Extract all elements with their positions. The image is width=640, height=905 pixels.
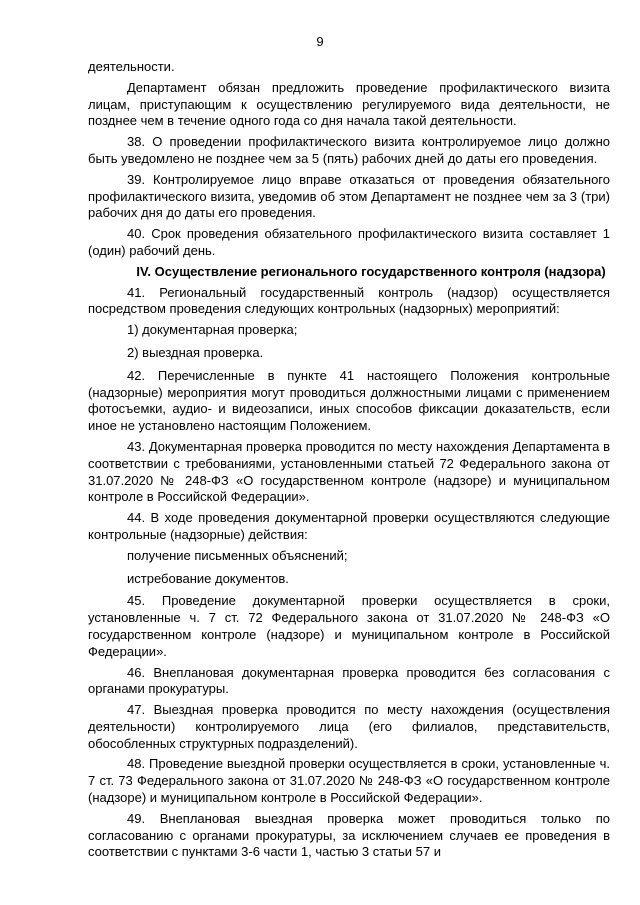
paragraph-continuation: деятельности.	[88, 59, 175, 74]
paragraph: Департамент обязан предложить проведение профилактического визита лицам, приступающим к осуществлению регулируемого вида деятельности, не позднее чем в течение одного года со дня начала такой деятельности.	[88, 79, 610, 129]
list-item: 1) документарная проверка;	[127, 322, 298, 338]
paragraph-44: 44. В ходе проведения документарной проверки осуществляются следующие контрольные (надзорные) действия:	[88, 510, 610, 542]
paragraph-40: 40. Срок проведения обязательного профилактического визита составляет 1 (один) рабочий день.	[88, 226, 610, 258]
paragraph-48: 48. Проведение выездной проверки осуществляется в сроки, установленные ч. 7 ст. 73 Федерального закона от 31.07.2020 № 248-ФЗ «О государственном контроле (надзоре) и муниципальном контроле в Российской Федерации».	[88, 756, 610, 806]
paragraph-47: 47. Выездная проверка проводится по месту нахождения (осуществления деятельности) контролируемого лица (его филиалов, представительств, обособленных структурных подразделений).	[88, 702, 610, 751]
page-number: 9	[316, 34, 324, 49]
paragraph-46: 46. Внеплановая документарная проверка проводится без согласования с органами прокуратуры.	[88, 664, 610, 697]
paragraph-38: 38. О проведении профилактического визита контролируемое лицо должно быть уведомлено не позднее чем за 5 (пять) рабочих дней до даты его проведения.	[88, 134, 610, 166]
paragraph-39: 39. Контролируемое лицо вправе отказаться от проведения обязательного профилактического визита, уведомив об этом Департамент не позднее чем за 3 (три) рабочих дня до даты его проведения.	[88, 171, 610, 221]
section-heading: IV. Осуществление регионального государственного контроля (надзора)	[136, 263, 606, 279]
paragraph-49: 49. Внеплановая выездная проверка может проводиться только по согласованию с органами прокуратуры, за исключением случаев ее проведения в соответствии с пунктами 3-6 части 1, частью 3 статьи 57 и	[88, 810, 610, 860]
list-item: получение письменных объяснений;	[127, 547, 348, 563]
paragraph-42: 42. Перечисленные в пункте 41 настоящего Положения контрольные (надзорные) мероприятия могут проводиться должностными лицами с применением фотосъемки, аудио- и видеозаписи, иных способов фиксации доказательств, если иное не установлено настоящим Положением.	[88, 367, 610, 434]
paragraph-43: 43. Документарная проверка проводится по месту нахождения Департамента в соответствии с требованиями, установленными статьей 72 Федерального закона от 31.07.2020 № 248-ФЗ «О государственном контроле (надзоре) и муниципальном контроле в Российской Федерации».	[88, 438, 610, 505]
document-body	[88, 59, 610, 865]
paragraph-45: 45. Проведение документарной проверки осуществляется в сроки, установленные ч. 7 ст. 72 Федерального закона от 31.07.2020 № 248-ФЗ «О государственном контроле (надзоре) и муниципальном контроле в Российской Федерации».	[88, 593, 610, 659]
paragraph-41: 41. Региональный государственный контроль (надзор) осуществляется посредством проведения следующих контрольных (надзорных) мероприятий:	[88, 284, 610, 317]
list-item: истребование документов.	[127, 570, 289, 586]
list-item: 2) выездная проверка.	[127, 344, 264, 360]
